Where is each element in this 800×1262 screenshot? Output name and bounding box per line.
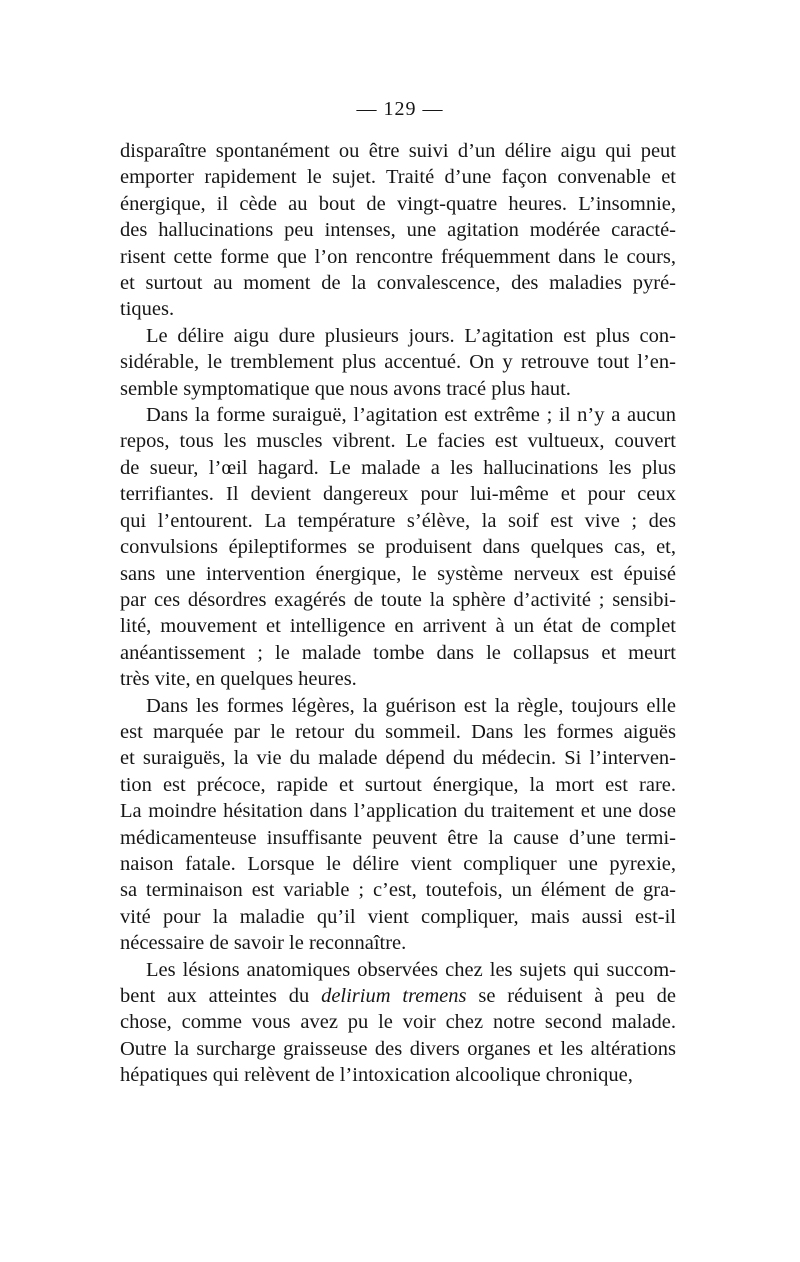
text-segment: anéantissement ; le malade tombe dans le collapsus et meurt (120, 641, 676, 664)
text-segment: La moindre hésitation dans l’application du traitement et une dose (120, 800, 676, 823)
text-line (120, 481, 676, 507)
text-segment: sans une intervention énergique, le système nerveux est épuisé (120, 562, 676, 585)
text-line (120, 877, 676, 903)
text-line (120, 640, 676, 666)
text-line (120, 138, 676, 164)
page-number: — 129 — (356, 98, 444, 120)
text-segment: des hallucinations peu intenses, une agitation modérée caracté- (120, 219, 676, 242)
text-line (120, 719, 676, 745)
text-segment: sidérable, le tremblement plus accentué. On y retrouve tout l’en- (120, 351, 676, 374)
text-segment: très vite, en quelques heures. (120, 668, 357, 691)
text-segment: naison fatale. Lorsque le délire vient compliquer une pyrexie, (120, 852, 676, 875)
text-segment: par ces désordres exagérés de toute la sphère d’activité ; sensibi- (120, 588, 676, 611)
text-segment: terrifiantes. Il devient dangereux pour lui-même et pour ceux (120, 483, 676, 506)
text-segment: et suraiguës, la vie du malade dépend du médecin. Si l’interven- (120, 747, 676, 770)
text-line (120, 957, 676, 983)
text-line (120, 693, 676, 719)
text-line (120, 164, 676, 190)
text-segment: énergique, il cède au bout de vingt-quatre heures. L’insomnie, (120, 192, 676, 215)
italic-term: delirium tremens (321, 985, 467, 1007)
text-line (120, 402, 676, 428)
text-line (120, 745, 676, 771)
text-line (120, 983, 676, 1009)
text-line (120, 930, 676, 956)
text-segment: risent cette forme que l’on rencontre fréquemment dans le cours, (120, 245, 676, 268)
text-line (120, 825, 676, 851)
text-segment: tion est précoce, rapide et surtout énergique, la mort est rare. (120, 773, 676, 796)
text-line (120, 191, 676, 217)
text-line (120, 1036, 676, 1062)
text-segment: repos, tous les muscles vibrent. Le facies est vultueux, couvert (120, 430, 676, 453)
text-line (120, 428, 676, 454)
text-segment: convulsions épileptiformes se produisent dans quelques cas, et, (120, 536, 676, 559)
text-line (120, 455, 676, 481)
text-segment: de sueur, l’œil hagard. Le malade a les hallucinations les plus (120, 456, 676, 479)
text-line (120, 798, 676, 824)
text-segment: qui l’entourent. La température s’élève, la soif est vive ; des (120, 509, 676, 532)
text-line (120, 296, 676, 322)
text-line (120, 508, 676, 534)
text-line (120, 217, 676, 243)
text-segment: vité pour la maladie qu’il vient compliquer, mais aussi est-il (120, 905, 676, 928)
text-segment: bent aux atteintes du (120, 985, 322, 1007)
text-segment: se réduisent à peu de (466, 985, 676, 1007)
text-segment: Outre la surcharge graisseuse des divers organes et les altérations (120, 1037, 676, 1060)
text-line (120, 1062, 676, 1088)
paragraph (120, 323, 676, 402)
text-segment: Le délire aigu dure plusieurs jours. L’agitation est plus con- (146, 324, 676, 347)
paragraph (120, 957, 676, 1089)
text-segment: chose, comme vous avez pu le voir chez notre second malade. (120, 1011, 676, 1034)
text-line (120, 772, 676, 798)
text-segment: Dans la forme suraiguë, l’agitation est extrême ; il n’y a aucun (146, 404, 676, 427)
text-line (120, 244, 676, 270)
text-segment: hépatiques qui relèvent de l’intoxication alcoolique chronique, (120, 1064, 633, 1087)
text-line (120, 534, 676, 560)
text-segment: disparaître spontanément ou être suivi d’un délire aigu qui peut (120, 140, 676, 162)
text-line (120, 376, 676, 402)
text-segment: Dans les formes légères, la guérison est la règle, toujours elle (146, 694, 676, 717)
text-line (120, 666, 676, 692)
text-line (120, 613, 676, 639)
text-segment: sa terminaison est variable ; c’est, toutefois, un élément de gra- (120, 879, 676, 902)
text-line (120, 1009, 676, 1035)
text-line (120, 904, 676, 930)
text-segment: est marquée par le retour du sommeil. Dans les formes aiguës (120, 720, 676, 743)
text-line (120, 587, 676, 613)
paragraph (120, 693, 676, 957)
body-text (120, 138, 676, 1089)
text-segment: lité, mouvement et intelligence en arrivent à un état de complet (120, 615, 676, 638)
text-line (120, 323, 676, 349)
paragraph (120, 138, 676, 323)
text-line (120, 270, 676, 296)
text-segment: et surtout au moment de la convalescence, des maladies pyré- (120, 272, 676, 295)
text-line (120, 561, 676, 587)
text-segment: semble symptomatique que nous avons tracé plus haut. (120, 377, 571, 400)
text-segment: emporter rapidement le sujet. Traité d’une façon convenable et (120, 166, 676, 189)
paragraph (120, 402, 676, 692)
text-segment: tiques. (120, 298, 175, 321)
text-segment: médicamenteuse insuffisante peuvent être la cause d’une termi- (120, 826, 676, 849)
text-segment: nécessaire de savoir le reconnaître. (120, 932, 407, 955)
text-line (120, 851, 676, 877)
text-line (120, 349, 676, 375)
text-segment: Les lésions anatomiques observées chez les sujets qui succom- (146, 958, 676, 981)
